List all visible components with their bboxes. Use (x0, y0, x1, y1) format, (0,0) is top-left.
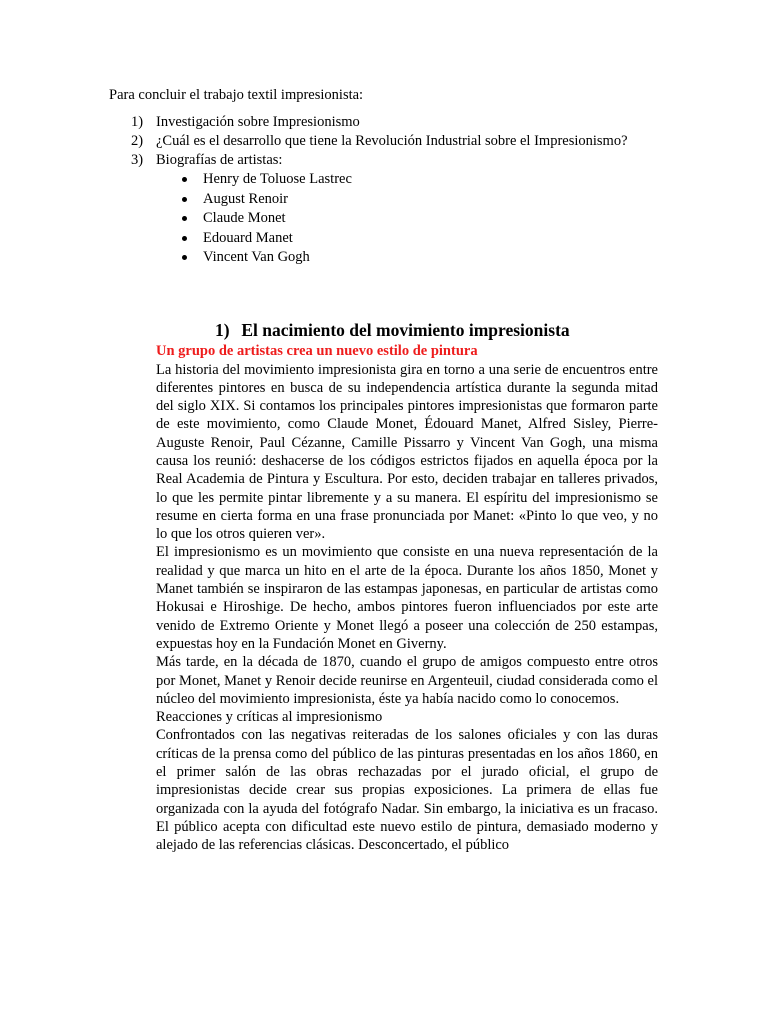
task-number: 1) (131, 114, 144, 130)
artist-item: Vincent Van Gogh (178, 248, 658, 268)
task-list (131, 113, 658, 268)
task-text: Investigación sobre Impresionismo (156, 114, 360, 130)
artist-item: Edouard Manet (178, 229, 658, 249)
task-item (131, 151, 658, 268)
article-body (156, 342, 658, 855)
task-text: ¿Cuál es el desarrollo que tiene la Revolución Industrial sobre el Impresionismo? (156, 133, 628, 149)
section-heading (215, 319, 570, 341)
artist-item: Henry de Toluose Lastrec (178, 170, 658, 190)
subheading: Reacciones y críticas al impresionismo (156, 709, 383, 726)
artist-list (156, 170, 658, 268)
task-number: 3) (131, 152, 144, 168)
section-subtitle: Un grupo de artistas crea un nuevo estilo de pintura (156, 343, 478, 359)
paragraph: Confrontados con las negativas reiteradas de los salones oficiales y con las duras críticas de la prensa como del público de las pinturas presentadas en los años 1860, en el primer salón de las obras rechazadas por el jurado oficial, el grupo de impresionistas decide crear sus propias exposiciones. La primera de ellas fue organizada con la ayuda del fotógrafo Nadar. Sin embargo, la iniciativa es un fracaso. El público acepta con dificultad este nuevo estilo de pintura, demasiado moderno y alejado de las referencias clásicas. Desconcertado, el público (156, 727, 658, 854)
section-number: 1) (215, 320, 230, 340)
paragraph: La historia del movimiento impresionista gira en torno a una serie de encuentros entre diferentes pintores en busca de su independencia artística durante la segunda mitad del siglo XIX. Si contamos los principales pintores impresionistas que formaron parte de este movimiento, como Claude Monet, Édouard Manet, Alfred Sisley, Pierre-Auguste Renoir, Paul Cézanne, Camille Pissarro y Vincent Van Gogh, una misma causa los reunió: deshacerse de los códigos estrictos fijados en aquella época por la Real Academia de Pintura y Escultura. Por esto, deciden trabajar en talleres privados, lo que les permite pintar libremente y a su manera. El espíritu del impresionismo se resume en cierta forma en una frase pronunciada por Manet: «Pinto lo que veo, y no lo que los otros quieren ver». (156, 361, 658, 543)
task-item (131, 113, 658, 132)
task-item (131, 132, 658, 151)
artist-item: August Renoir (178, 190, 658, 210)
task-text: Biografías de artistas: (156, 152, 283, 168)
section-title: El nacimiento del movimiento impresionista (241, 320, 570, 340)
artist-item: Claude Monet (178, 209, 658, 229)
intro-text: Para concluir el trabajo textil impresionista: (109, 87, 364, 103)
paragraph: El impresionismo es un movimiento que consiste en una nueva representación de la realidad y que marca un hito en el arte de la época. Durante los años 1850, Monet y Manet también se inspiraron de las estampas japonesas, en particular de artistas como Hokusai e Hiroshige. De hecho, ambos pintores fueron influenciados por este arte venido de Extremo Oriente y Monet llegó a poseer una colección de 250 estampas, expuestas hoy en la Fundación Monet en Giverny. (156, 544, 658, 652)
task-number: 2) (131, 133, 144, 149)
paragraph: Más tarde, en la década de 1870, cuando el grupo de amigos compuesto entre otros por Monet, Manet y Renoir decide reunirse en Argenteuil, ciudad considerada como el núcleo del movimiento impresionista, éste ya había nacido como lo conocemos. (156, 654, 658, 707)
